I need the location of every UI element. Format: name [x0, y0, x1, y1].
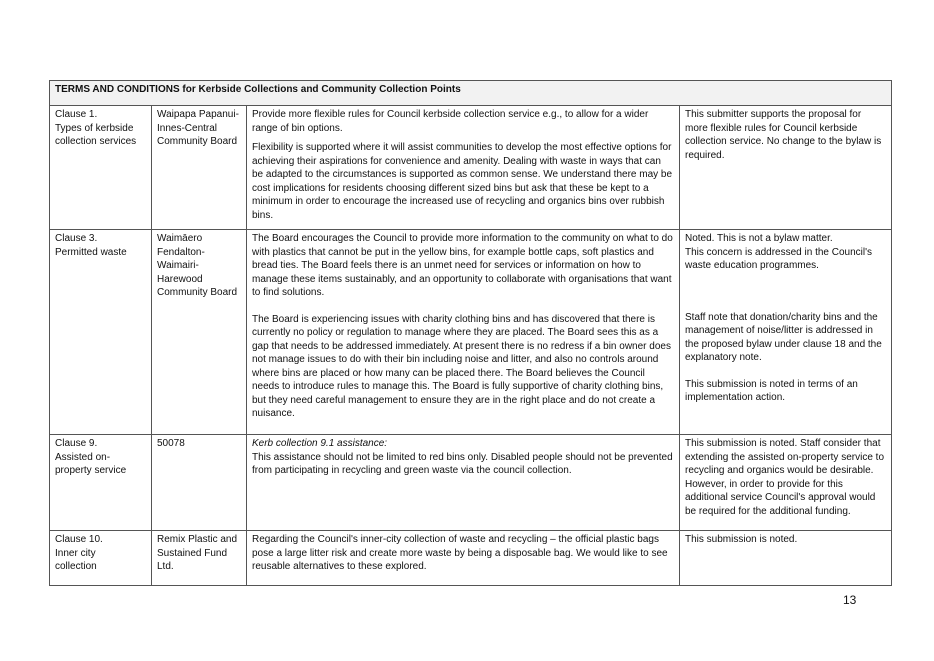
clause-label: Types of kerbside — [55, 122, 134, 134]
submitter-name: Fendalton- — [157, 246, 205, 258]
table-row — [50, 230, 892, 435]
clause-label: Clause 9. — [55, 438, 98, 449]
submission-text: Flexibility is supported where it will assist communities to develop the most effective options for achieving their aspirations for convenience and amenity. Dealing with waste in ways that can be adapted to the circumstances is supported as common sense. We understand there may be cost implications for residents choosing different sized bins but ask that these be kept to a minimum in order to encourage the increased use of recycling and organics bins over rubbish bins. — [252, 142, 673, 221]
submitter-name: Harewood — [157, 273, 203, 285]
clause-label: property service — [55, 465, 127, 476]
page-number: 13 — [843, 593, 857, 607]
clause-label: Assisted on- — [55, 451, 111, 463]
response-text: This concern is addressed in the Council's waste education programmes. — [685, 246, 873, 271]
submitter-name: Community Board — [157, 287, 238, 298]
submitter-name: 50078 — [157, 438, 185, 449]
clause-label: Inner city — [55, 547, 96, 559]
table-row — [50, 531, 892, 586]
submitter-name: Waimairi- — [157, 260, 199, 271]
submitter-name: Ltd. — [157, 561, 174, 572]
submitter-cell — [152, 435, 247, 531]
response-text: Staff note that donation/charity bins and the management of noise/litter is addressed in the proposed bylaw under clause 18 and the explanatory note. — [685, 311, 882, 363]
submitter-cell — [152, 230, 247, 435]
submitter-name: Community Board — [157, 136, 238, 147]
submitter-cell — [152, 531, 247, 586]
response-cell — [680, 106, 892, 230]
response-text: However, in order to provide for this additional service Council's approval would be required for the additional funding. — [685, 478, 876, 517]
response-text: Noted. This is not a bylaw matter. — [685, 233, 833, 244]
clause-label: Clause 10. — [55, 534, 103, 545]
submitter-cell — [152, 106, 247, 230]
submitter-name: Remix Plastic and — [157, 534, 238, 545]
response-cell — [680, 230, 892, 435]
submission-heading: Kerb collection 9.1 assistance: — [252, 438, 388, 449]
response-text: This submission is noted. Staff consider that extending the assisted on-property service to recycling and organics would be desirable. — [685, 438, 884, 476]
clause-cell — [50, 230, 152, 435]
submission-cell — [247, 531, 680, 586]
submission-text: The Board is experiencing issues with charity clothing bins and has discovered that there is currently no policy or regulation to manage where they are placed. The Board sees this as a gap that needs to be addressed immediately. At present there is no redress if a bin owner does not manage issues to do with their bin including noise and litter, and also no controls around where bins are placed or how many can be placed there. The Board believes the Council needs to introduce rules to manage this. The Board is fully supportive of charity clothing bins, but they need careful management to ensure they are in the right place and do not create a nuisance. — [252, 313, 671, 419]
clause-label: Clause 1. — [55, 109, 98, 120]
clause-label: Permitted waste — [55, 246, 127, 258]
submitter-name: Sustained Fund — [157, 547, 228, 559]
submission-cell — [247, 106, 680, 230]
submission-text: Regarding the Council's inner-city collection of waste and recycling – the official plastic bags pose a large litter risk and create more waste by being a disposable bag. We would like to see reusable alternatives to these explored. — [252, 534, 668, 572]
submission-text: The Board encourages the Council to provide more information to the community on what to do with plastics that cannot be put in the yellow bins, for example bottle caps, soft plastics and bread ties. The Board feels there is an unmet need for services or information on how to manage these items sustainably, and an opportunity to collaborate with organisations that want to find solutions. — [252, 233, 673, 298]
submitter-name: Waimāero — [157, 233, 203, 244]
submissions-table — [49, 80, 892, 586]
table-title: TERMS AND CONDITIONS for Kerbside Collections and Community Collection Points — [50, 81, 892, 106]
submitter-name: Innes-Central — [157, 122, 218, 134]
response-cell — [680, 435, 892, 531]
table-row — [50, 435, 892, 531]
clause-label: collection services — [55, 136, 137, 147]
submitter-name: Waipapa Papanui- — [157, 109, 239, 120]
clause-cell — [50, 435, 152, 531]
submission-cell — [247, 435, 680, 531]
clause-label: collection — [55, 561, 97, 572]
submission-text: Provide more flexible rules for Council kerbside collection service e.g., to allow for a wider range of bin options. — [252, 109, 649, 134]
submission-cell — [247, 230, 680, 435]
response-text: This submission is noted in terms of an implementation action. — [685, 378, 858, 403]
table-row — [50, 106, 892, 230]
clause-cell — [50, 531, 152, 586]
clause-cell — [50, 106, 152, 230]
response-text: This submission is noted. — [685, 534, 798, 545]
submission-text: This assistance should not be limited to red bins only. Disabled people should not be prevented from participating in recycling and green waste via the council collection. — [252, 451, 673, 476]
response-cell — [680, 531, 892, 586]
clause-label: Clause 3. — [55, 233, 98, 244]
response-text: This submitter supports the proposal for more flexible rules for Council kerbside collection service. No change to the bylaw is required. — [685, 109, 882, 161]
table-title-row — [50, 81, 892, 106]
